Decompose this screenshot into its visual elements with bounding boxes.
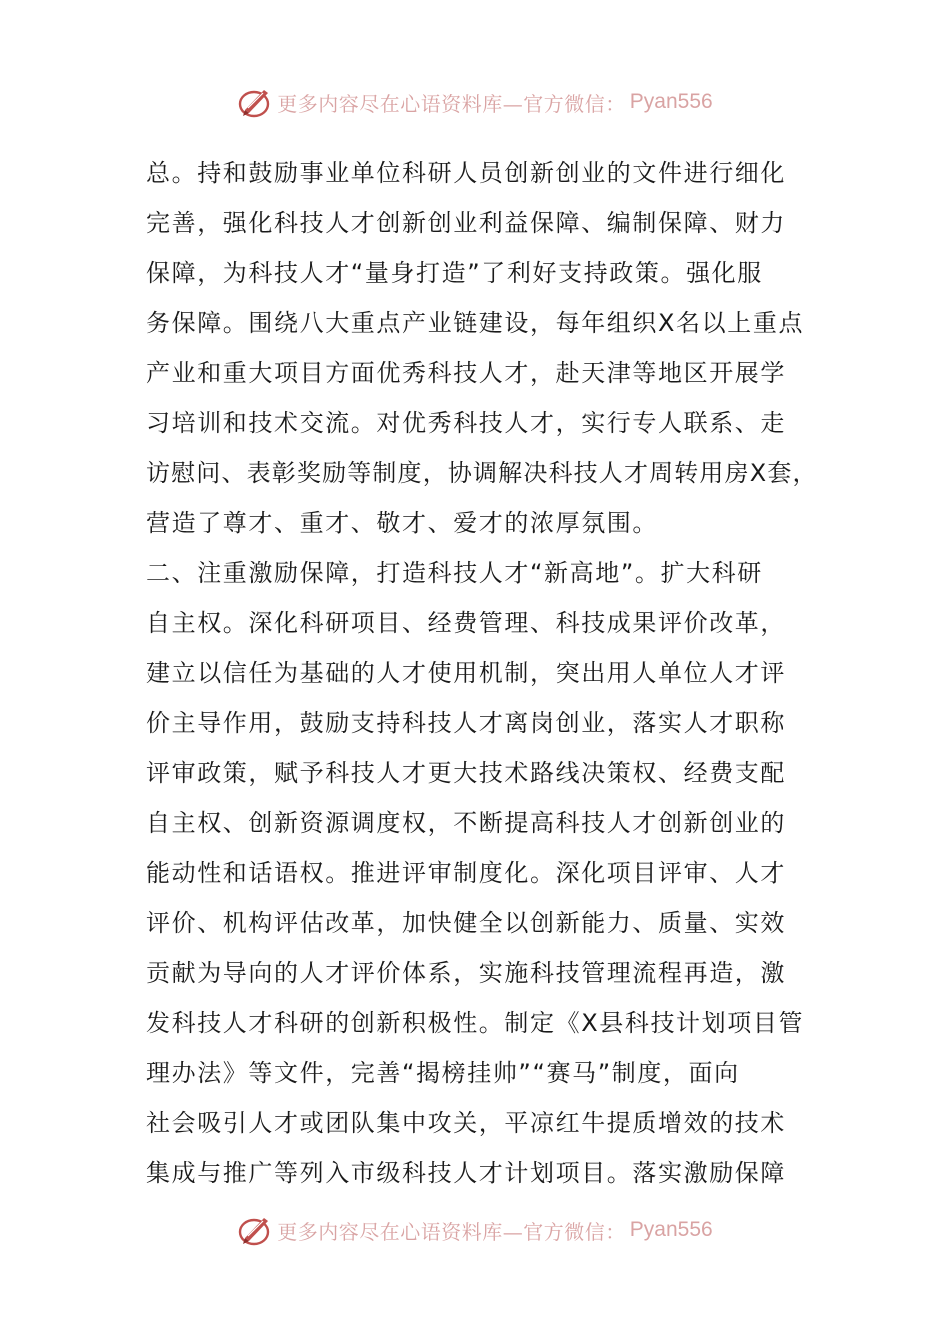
pen-logo-icon [237,1212,275,1248]
text-line: 二、注重激励保障，打造科技人才“新高地”。扩大科研 [146,559,763,587]
text-line: 贡献为导向的人才评价体系，实施科技管理流程再造，激 [146,959,786,987]
text-line: 社会吸引人才或团队集中攻关，平凉红牛提质增效的技术 [146,1109,786,1137]
text-line: 访慰问、表彰奖励等制度，协调解决科技人才周转用房X套， [146,459,818,487]
text-line: 完善，强化科技人才创新创业利益保障、编制保障、财力 [146,209,786,237]
document-body [146,148,818,1198]
text-line: 集成与推广等列入市级科技人才计划项目。落实激励保障 [146,1159,786,1187]
text-line: 评审政策，赋予科技人才更大技术路线决策权、经费支配 [146,759,786,787]
text-line: 营造了尊才、重才、敬才、爱才的浓厚氛围。 [146,509,658,537]
footer-banner-text: 更多内容尽在心语资料库—官方微信： [277,1219,626,1244]
text-line: 产业和重大项目方面优秀科技人才，赴天津等地区开展学 [146,359,786,387]
footer-wechat-handle: Pyan556 [629,1218,713,1241]
text-line: 习培训和技术交流。对优秀科技人才，实行专人联系、走 [146,409,786,437]
footer-banner [0,1210,950,1250]
text-line: 自主权、创新资源调度权，不断提高科技人才创新创业的 [146,809,786,837]
text-line: 价主导作用，鼓励支持科技人才离岗创业，落实人才职称 [146,709,786,737]
text-line: 自主权。深化科研项目、经费管理、科技成果评价改革， [146,609,786,637]
header-banner-text: 更多内容尽在心语资料库—官方微信： [277,91,626,116]
header-wechat-handle: Pyan556 [629,90,713,113]
text-line: 保障，为科技人才“量身打造”了利好支持政策。强化服 [146,259,763,287]
header-banner [0,82,950,122]
pen-logo-icon [237,84,275,120]
text-line: 总。持和鼓励事业单位科研人员创新创业的文件进行细化 [146,159,786,187]
text-line: 发科技人才科研的创新积极性。制定《X县科技计划项目管 [146,1009,805,1037]
text-line: 评价、机构评估改革，加快健全以创新能力、质量、实效 [146,909,786,937]
text-line: 建立以信任为基础的人才使用机制，突出用人单位人才评 [146,659,786,687]
text-line: 务保障。围绕八大重点产业链建设，每年组织X名以上重点 [146,309,805,337]
text-line: 能动性和话语权。推进评审制度化。深化项目评审、人才 [146,859,786,887]
text-line: 理办法》等文件，完善“揭榜挂帅”“赛马”制度，面向 [146,1059,740,1087]
